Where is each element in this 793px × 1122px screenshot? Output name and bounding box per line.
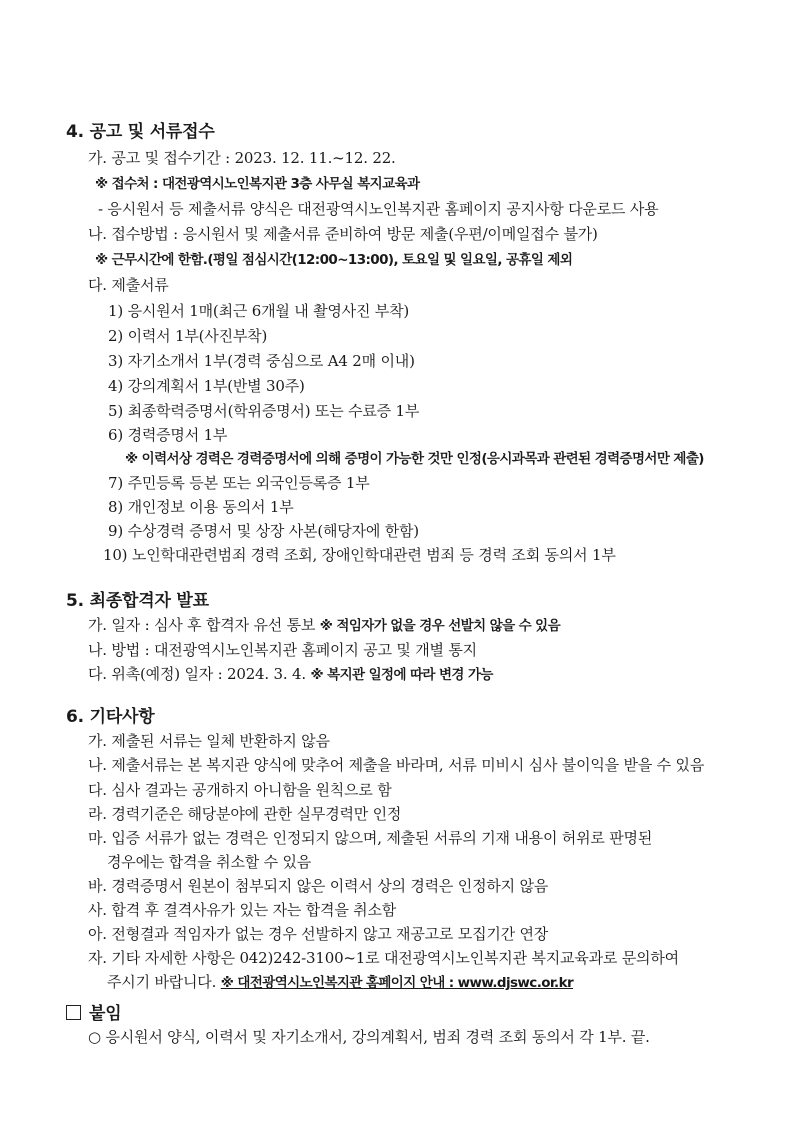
doc-item: 6) 경력증명서 1부	[108, 426, 228, 444]
reception-method: 나. 접수방법 : 응시원서 및 제출서류 준비하여 방문 제출(우편/이메일접수 불가)	[88, 225, 598, 243]
section-5-heading: 5. 최종합격자 발표	[66, 591, 209, 611]
misc-item: 나. 제출서류는 본 복지관 양식에 맞추어 제출을 바라며, 서류 미비시 심사 불이익을 받을 수 있음	[88, 756, 705, 774]
doc-item: 8) 개인정보 이용 동의서 1부	[108, 498, 294, 516]
career-cert-note: ※ 이력서상 경력은 경력증명서에 의해 증명이 가능한 것만 인정(응시과목과 관련된 경력증명서만 제출)	[125, 451, 704, 467]
required-docs-heading: 다. 제출서류	[88, 276, 169, 294]
attachment-heading	[66, 1004, 121, 1024]
doc-item: 3) 자기소개서 1부(경력 중심으로 A4 2매 이내)	[108, 352, 415, 370]
result-date-note: ※ 적임자가 없을 경우 선발치 않을 수 있음	[319, 618, 561, 634]
doc-item: 4) 강의계획서 1부(반별 30주)	[108, 377, 305, 395]
doc-item: 5) 최종학력증명서(학위증명서) 또는 수료증 1부	[108, 402, 420, 420]
section-6-heading: 6. 기타사항	[66, 707, 155, 727]
homepage-link[interactable]: ※ 대전광역시노인복지관 홈페이지 안내 : www.djswc.or.kr	[220, 975, 574, 991]
working-hours-note: ※ 근무시간에 한함.(평일 점심시간(12:00~13:00), 토요일 및 일요일, 공휴일 제외	[95, 252, 573, 268]
misc-item: 바. 경력증명서 원본이 첨부되지 않은 이력서 상의 경력은 인정하지 않음	[88, 877, 549, 895]
attachment-title: 붙임	[89, 1004, 122, 1024]
misc-item: 사. 합격 후 결격사유가 있는 자는 합격을 취소함	[88, 901, 397, 919]
appointment-date	[88, 664, 493, 685]
misc-item-continued	[107, 972, 573, 993]
doc-item: 7) 주민등록 등본 또는 외국인등록증 1부	[108, 474, 370, 492]
form-download-note: - 응시원서 등 제출서류 양식은 대전광역시노인복지관 홈페이지 공지사항 다운로드 사용	[98, 200, 659, 218]
misc-item: 마. 입증 서류가 없는 경력은 인정되지 않으며, 제출된 서류의 기재 내용이 허위로 판명된	[88, 829, 653, 847]
result-date-text: 가. 일자 : 심사 후 합격자 유선 통보	[88, 616, 316, 634]
result-date	[88, 615, 560, 636]
appointment-date-text: 다. 위촉(예정) 일자 : 2024. 3. 4.	[88, 665, 306, 683]
contact-closing: 주시기 바랍니다.	[107, 973, 217, 991]
attachment-item: ○ 응시원서 양식, 이력서 및 자기소개서, 강의계획서, 범죄 경력 조회 동의서 각 1부. 끝.	[88, 1028, 650, 1046]
misc-item-continued: 경우에는 합격을 취소할 수 있음	[107, 853, 312, 871]
misc-item: 아. 전형결과 적임자가 없는 경우 선발하지 않고 재공고로 모집기간 연장	[88, 925, 549, 943]
doc-item: 1) 응시원서 1매(최근 6개월 내 촬영사진 부착)	[108, 302, 410, 320]
appointment-date-note: ※ 복지관 일정에 따라 변경 가능	[310, 667, 493, 683]
misc-item: 다. 심사 결과는 공개하지 아니함을 원칙으로 함	[88, 781, 392, 799]
announcement-period: 가. 공고 및 접수기간 : 2023. 12. 11.~12. 22.	[88, 149, 396, 167]
misc-item: 라. 경력기준은 해당분야에 관한 실무경력만 인정	[88, 805, 402, 823]
result-method: 나. 방법 : 대전광역시노인복지관 홈페이지 공고 및 개별 통지	[88, 641, 477, 659]
checkbox-square-icon	[66, 1005, 81, 1020]
doc-item: 9) 수상경력 증명서 및 상장 사본(해당자에 한함)	[108, 522, 419, 540]
doc-item: 2) 이력서 1부(사진부착)	[108, 327, 268, 345]
section-4-heading: 4. 공고 및 서류접수	[66, 122, 215, 142]
doc-item: 10) 노인학대관련범죄 경력 조회, 장애인학대관련 범죄 등 경력 조회 동의서 1부	[103, 546, 616, 564]
reception-place-note: ※ 접수처 : 대전광역시노인복지관 3층 사무실 복지교육과	[95, 176, 420, 192]
misc-item: 자. 기타 자세한 사항은 042)242-3100~1로 대전광역시노인복지관 복지교육과로 문의하여	[88, 949, 679, 967]
misc-item: 가. 제출된 서류는 일체 반환하지 않음	[88, 732, 330, 750]
